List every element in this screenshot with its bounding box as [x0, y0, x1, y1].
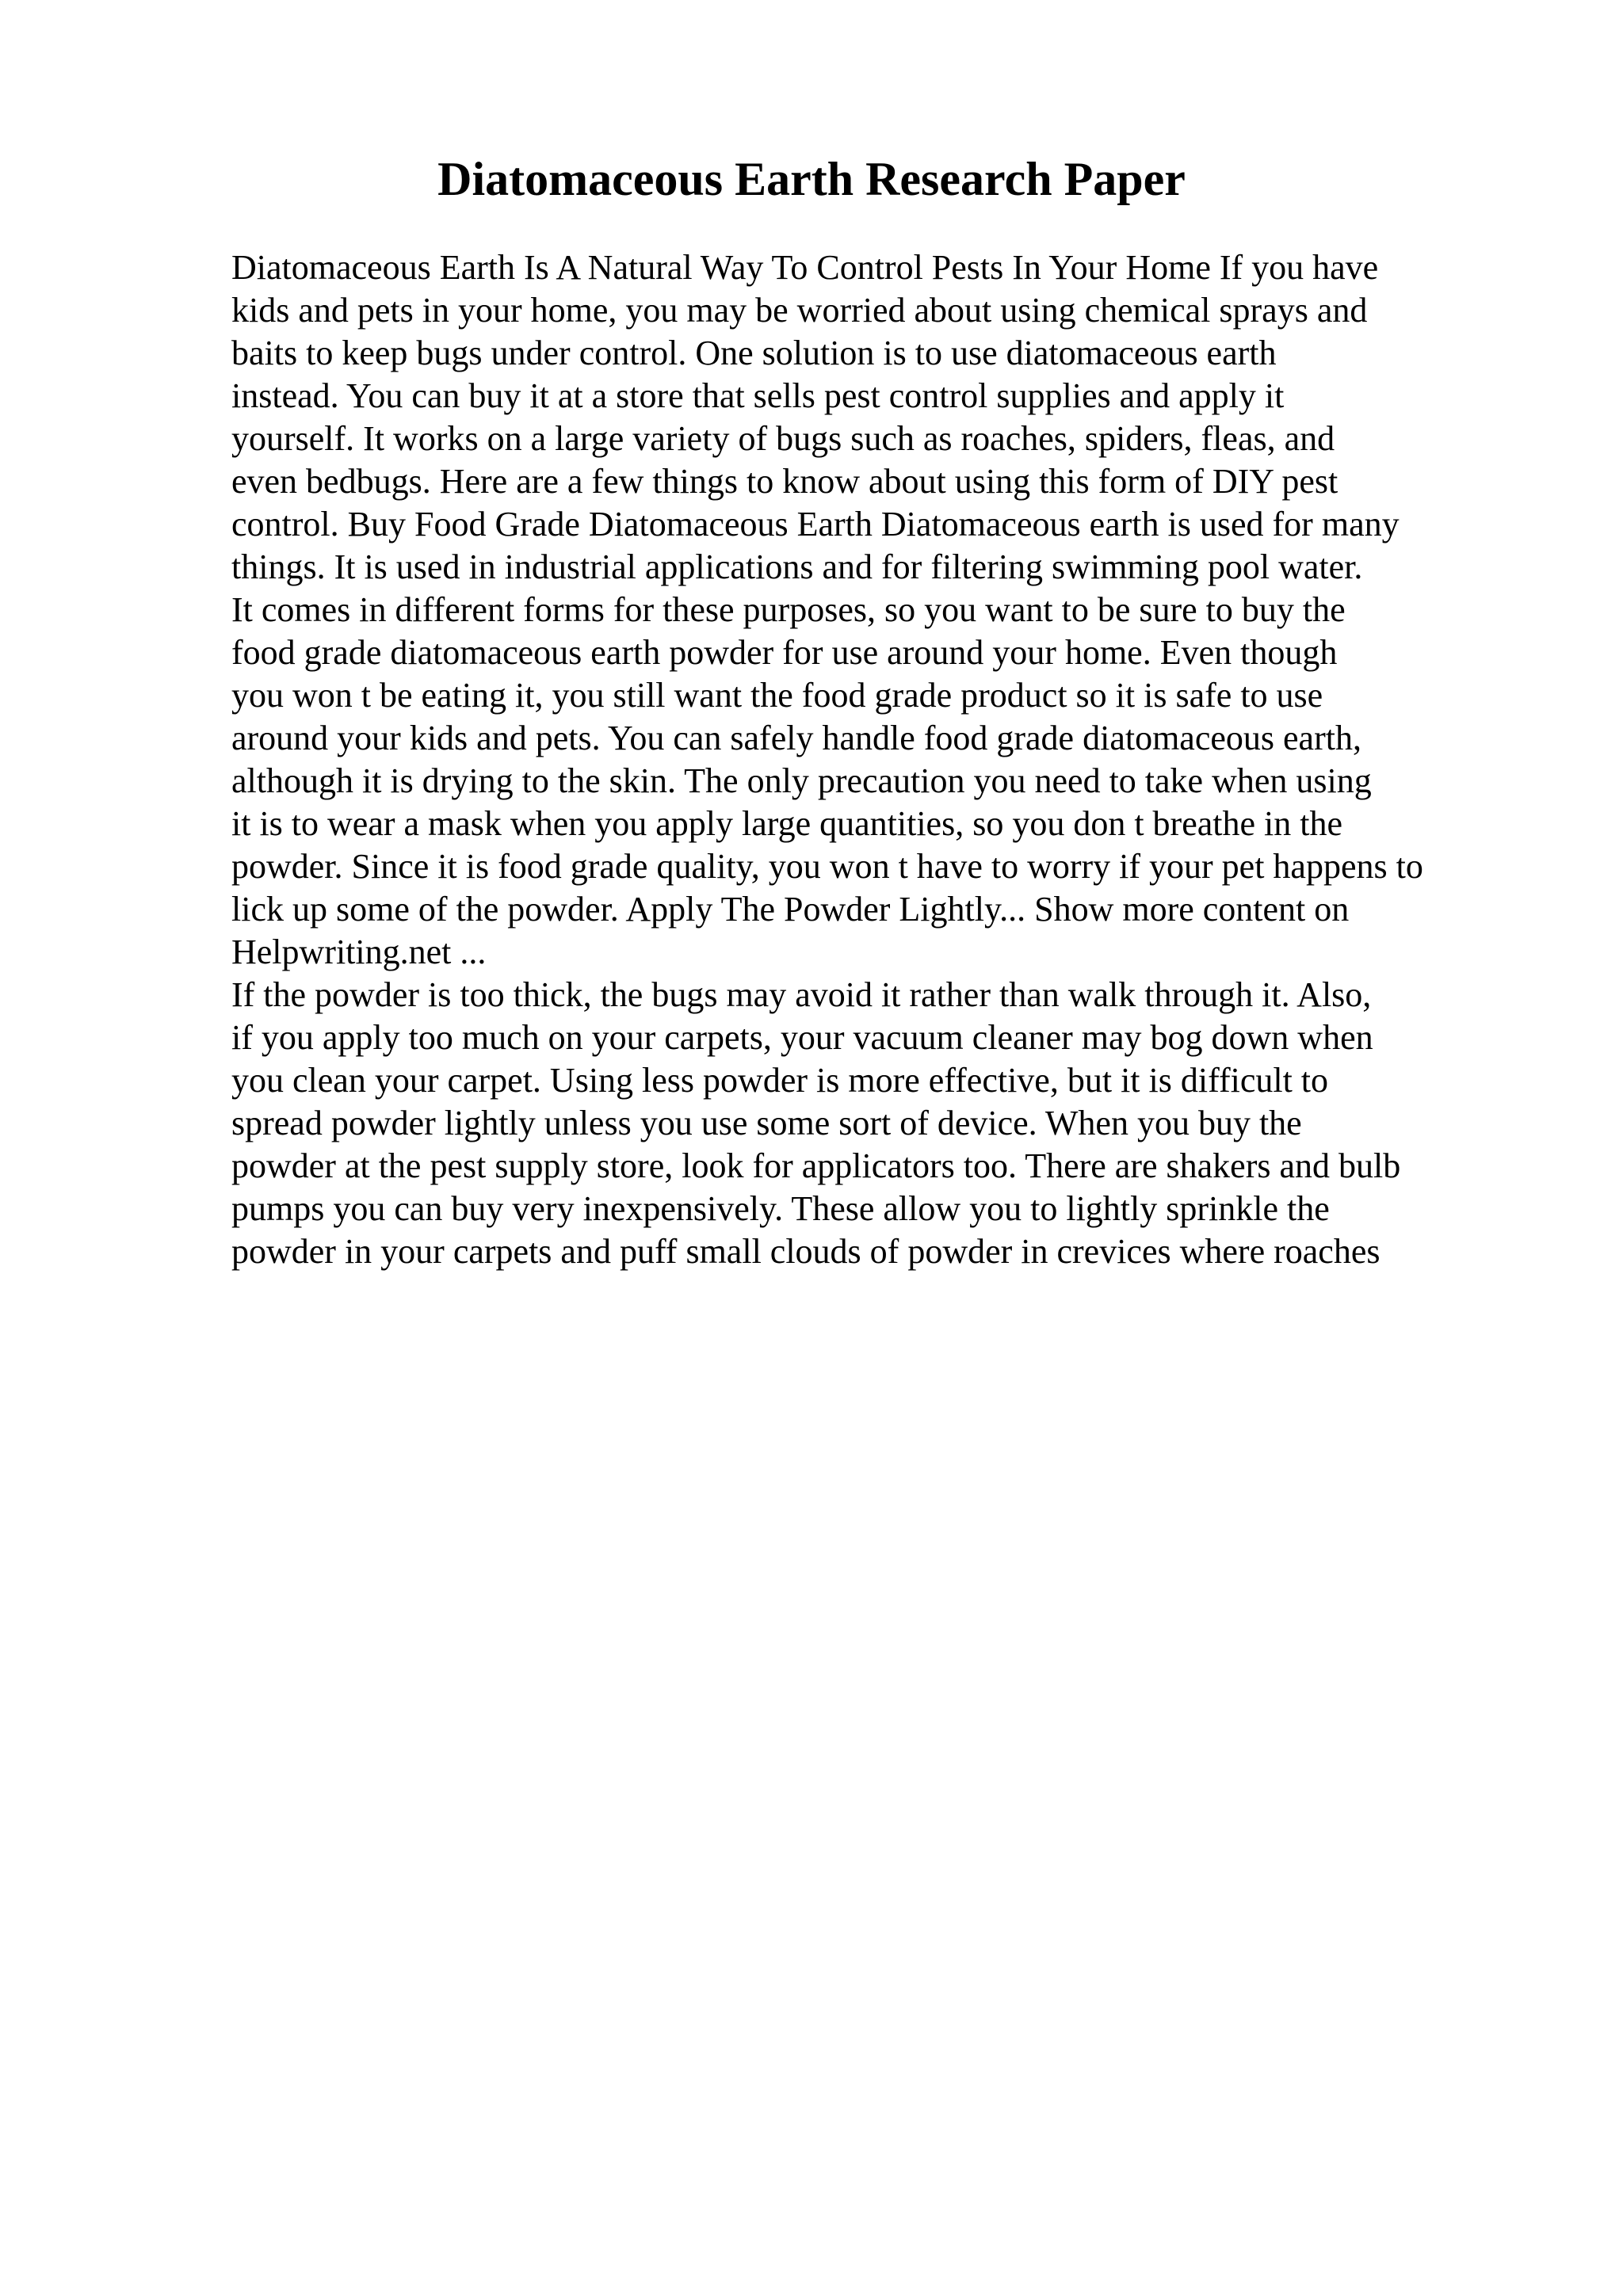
body-line: you won t be eating it, you still want the food grade product so it is safe to use	[231, 676, 1323, 715]
body-line: food grade diatomaceous earth powder for use around your home. Even though	[231, 633, 1338, 672]
body-line: If the powder is too thick, the bugs may avoid it rather than walk through it. Also,	[231, 975, 1372, 1014]
body-line: Diatomaceous Earth Is A Natural Way To Control Pests In Your Home If you have	[231, 248, 1379, 287]
body-line: It comes in different forms for these purposes, so you want to be sure to buy the	[231, 590, 1346, 629]
body-line: things. It is used in industrial applications and for filtering swimming pool water.	[231, 547, 1363, 586]
document-title: Diatomaceous Earth Research Paper	[437, 153, 1186, 205]
body-line: instead. You can buy it at a store that sells pest control supplies and apply it	[231, 376, 1285, 415]
body-line: it is to wear a mask when you apply large quantities, so you don t breathe in the	[231, 804, 1342, 843]
body-line: spread powder lightly unless you use some sort of device. When you buy the	[231, 1104, 1302, 1142]
body-line: yourself. It works on a large variety of bugs such as roaches, spiders, fleas, and	[231, 419, 1335, 458]
body-line: powder in your carpets and puff small clouds of powder in crevices where roaches	[231, 1232, 1381, 1271]
document-body	[231, 246, 1547, 1273]
body-line: powder at the pest supply store, look for applicators too. There are shakers and bulb	[231, 1146, 1401, 1185]
body-line: Helpwriting.net ...	[231, 933, 487, 971]
body-line: lick up some of the powder. Apply The Powder Lightly... Show more content on	[231, 890, 1350, 929]
body-line: if you apply too much on your carpets, your vacuum cleaner may bog down when	[231, 1018, 1373, 1057]
body-line: even bedbugs. Here are a few things to know about using this form of DIY pest	[231, 462, 1338, 501]
body-line: around your kids and pets. You can safely handle food grade diatomaceous earth,	[231, 719, 1361, 757]
body-line: although it is drying to the skin. The only precaution you need to take when using	[231, 761, 1372, 800]
body-line: kids and pets in your home, you may be worried about using chemical sprays and	[231, 291, 1368, 330]
body-line: you clean your carpet. Using less powder is more effective, but it is difficult to	[231, 1061, 1329, 1100]
body-line: powder. Since it is food grade quality, you won t have to worry if your pet happens to	[231, 847, 1423, 886]
body-line: baits to keep bugs under control. One solution is to use diatomaceous earth	[231, 334, 1277, 372]
body-line: control. Buy Food Grade Diatomaceous Earth Diatomaceous earth is used for many	[231, 505, 1400, 543]
body-line: pumps you can buy very inexpensively. These allow you to lightly sprinkle the	[231, 1189, 1330, 1228]
